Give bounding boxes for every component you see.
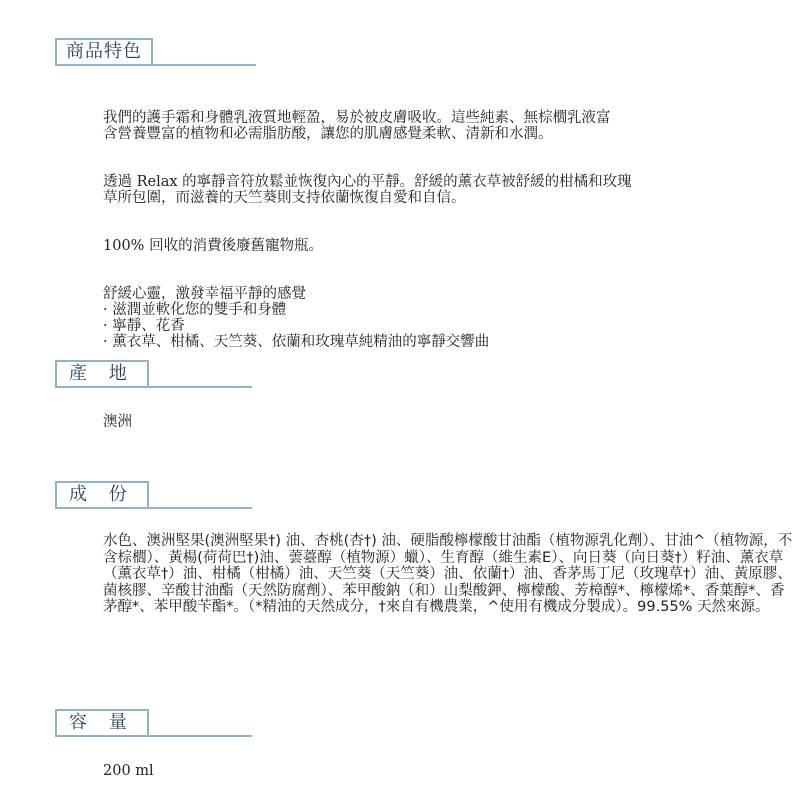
origin-value: 澳洲: [103, 414, 132, 430]
features-paragraph-1: 我們的護手霜和身體乳液質地輕盈，易於被皮膚吸收。這些純素、無棕櫚乳液富 含營養豐富的植物和必需脂肪酸，讓您的肌膚感覺柔軟、清新和水潤。: [103, 110, 611, 142]
features-header: [55, 38, 256, 66]
features-paragraph-3: 100% 回收的消費後廢舊寵物瓶。: [103, 238, 324, 254]
header-underline: [149, 507, 252, 509]
ingredients-text: 水色、澳洲堅果(澳洲堅果†) 油、杏桃(杏†) 油、硬脂酸檸檬酸甘油酯（植物源乳化劑）、甘油^（植物源，不含棕櫚）、黃楊(荷荷巴†)油、蕓薹醇（植物源）蠟）、生育醇（維生素E）、向日葵（向日葵†）籽油、薰衣草（薰衣草†）油、柑橘（柑橘）油、天竺葵（天竺葵）油、依蘭†）油、香茅馬丁尼（玫瑰草†）油、黃原膠、菌核膠、辛酸甘油酯（天然防腐劑）、苯甲酸鈉（和）山梨酸鉀、檸檬酸、芳樟醇*、檸檬烯*、香葉醇*、香茅醇*、苯甲酸苄酯*。（*精油的天然成分，†來自有機農業，^使用有機成分製成）。99.55% 天然來源。: [103, 533, 793, 615]
features-paragraph-2: 透過 Relax 的寧靜音符放鬆並恢復內心的平靜。舒緩的薰衣草被舒緩的柑橘和玫瑰 草所包圍，而滋養的天竺葵則支持依蘭恢復自愛和自信。: [103, 174, 632, 206]
origin-title: 產 地: [55, 360, 149, 388]
ingredients-section: [55, 481, 252, 509]
volume-section: [55, 709, 252, 737]
volume-title: 容 量: [55, 709, 149, 737]
header-underline: [153, 64, 256, 66]
origin-header: [55, 360, 252, 388]
origin-section: [55, 360, 252, 388]
features-body: [103, 94, 793, 382]
header-underline: [149, 735, 252, 737]
ingredients-title: 成 份: [55, 481, 149, 509]
volume-value: 200 ml: [103, 763, 154, 779]
header-underline: [149, 386, 252, 388]
volume-header: [55, 709, 252, 737]
features-title: 商品特色: [55, 38, 153, 66]
features-section: [55, 38, 256, 66]
ingredients-header: [55, 481, 252, 509]
features-paragraph-4: 舒緩心靈，激發幸福平靜的感覺 · 滋潤並軟化您的雙手和身體 · 寧靜、花香 · 薰衣草、柑橘、天竺葵、依蘭和玫瑰草純精油的寧靜交響曲: [103, 286, 490, 350]
